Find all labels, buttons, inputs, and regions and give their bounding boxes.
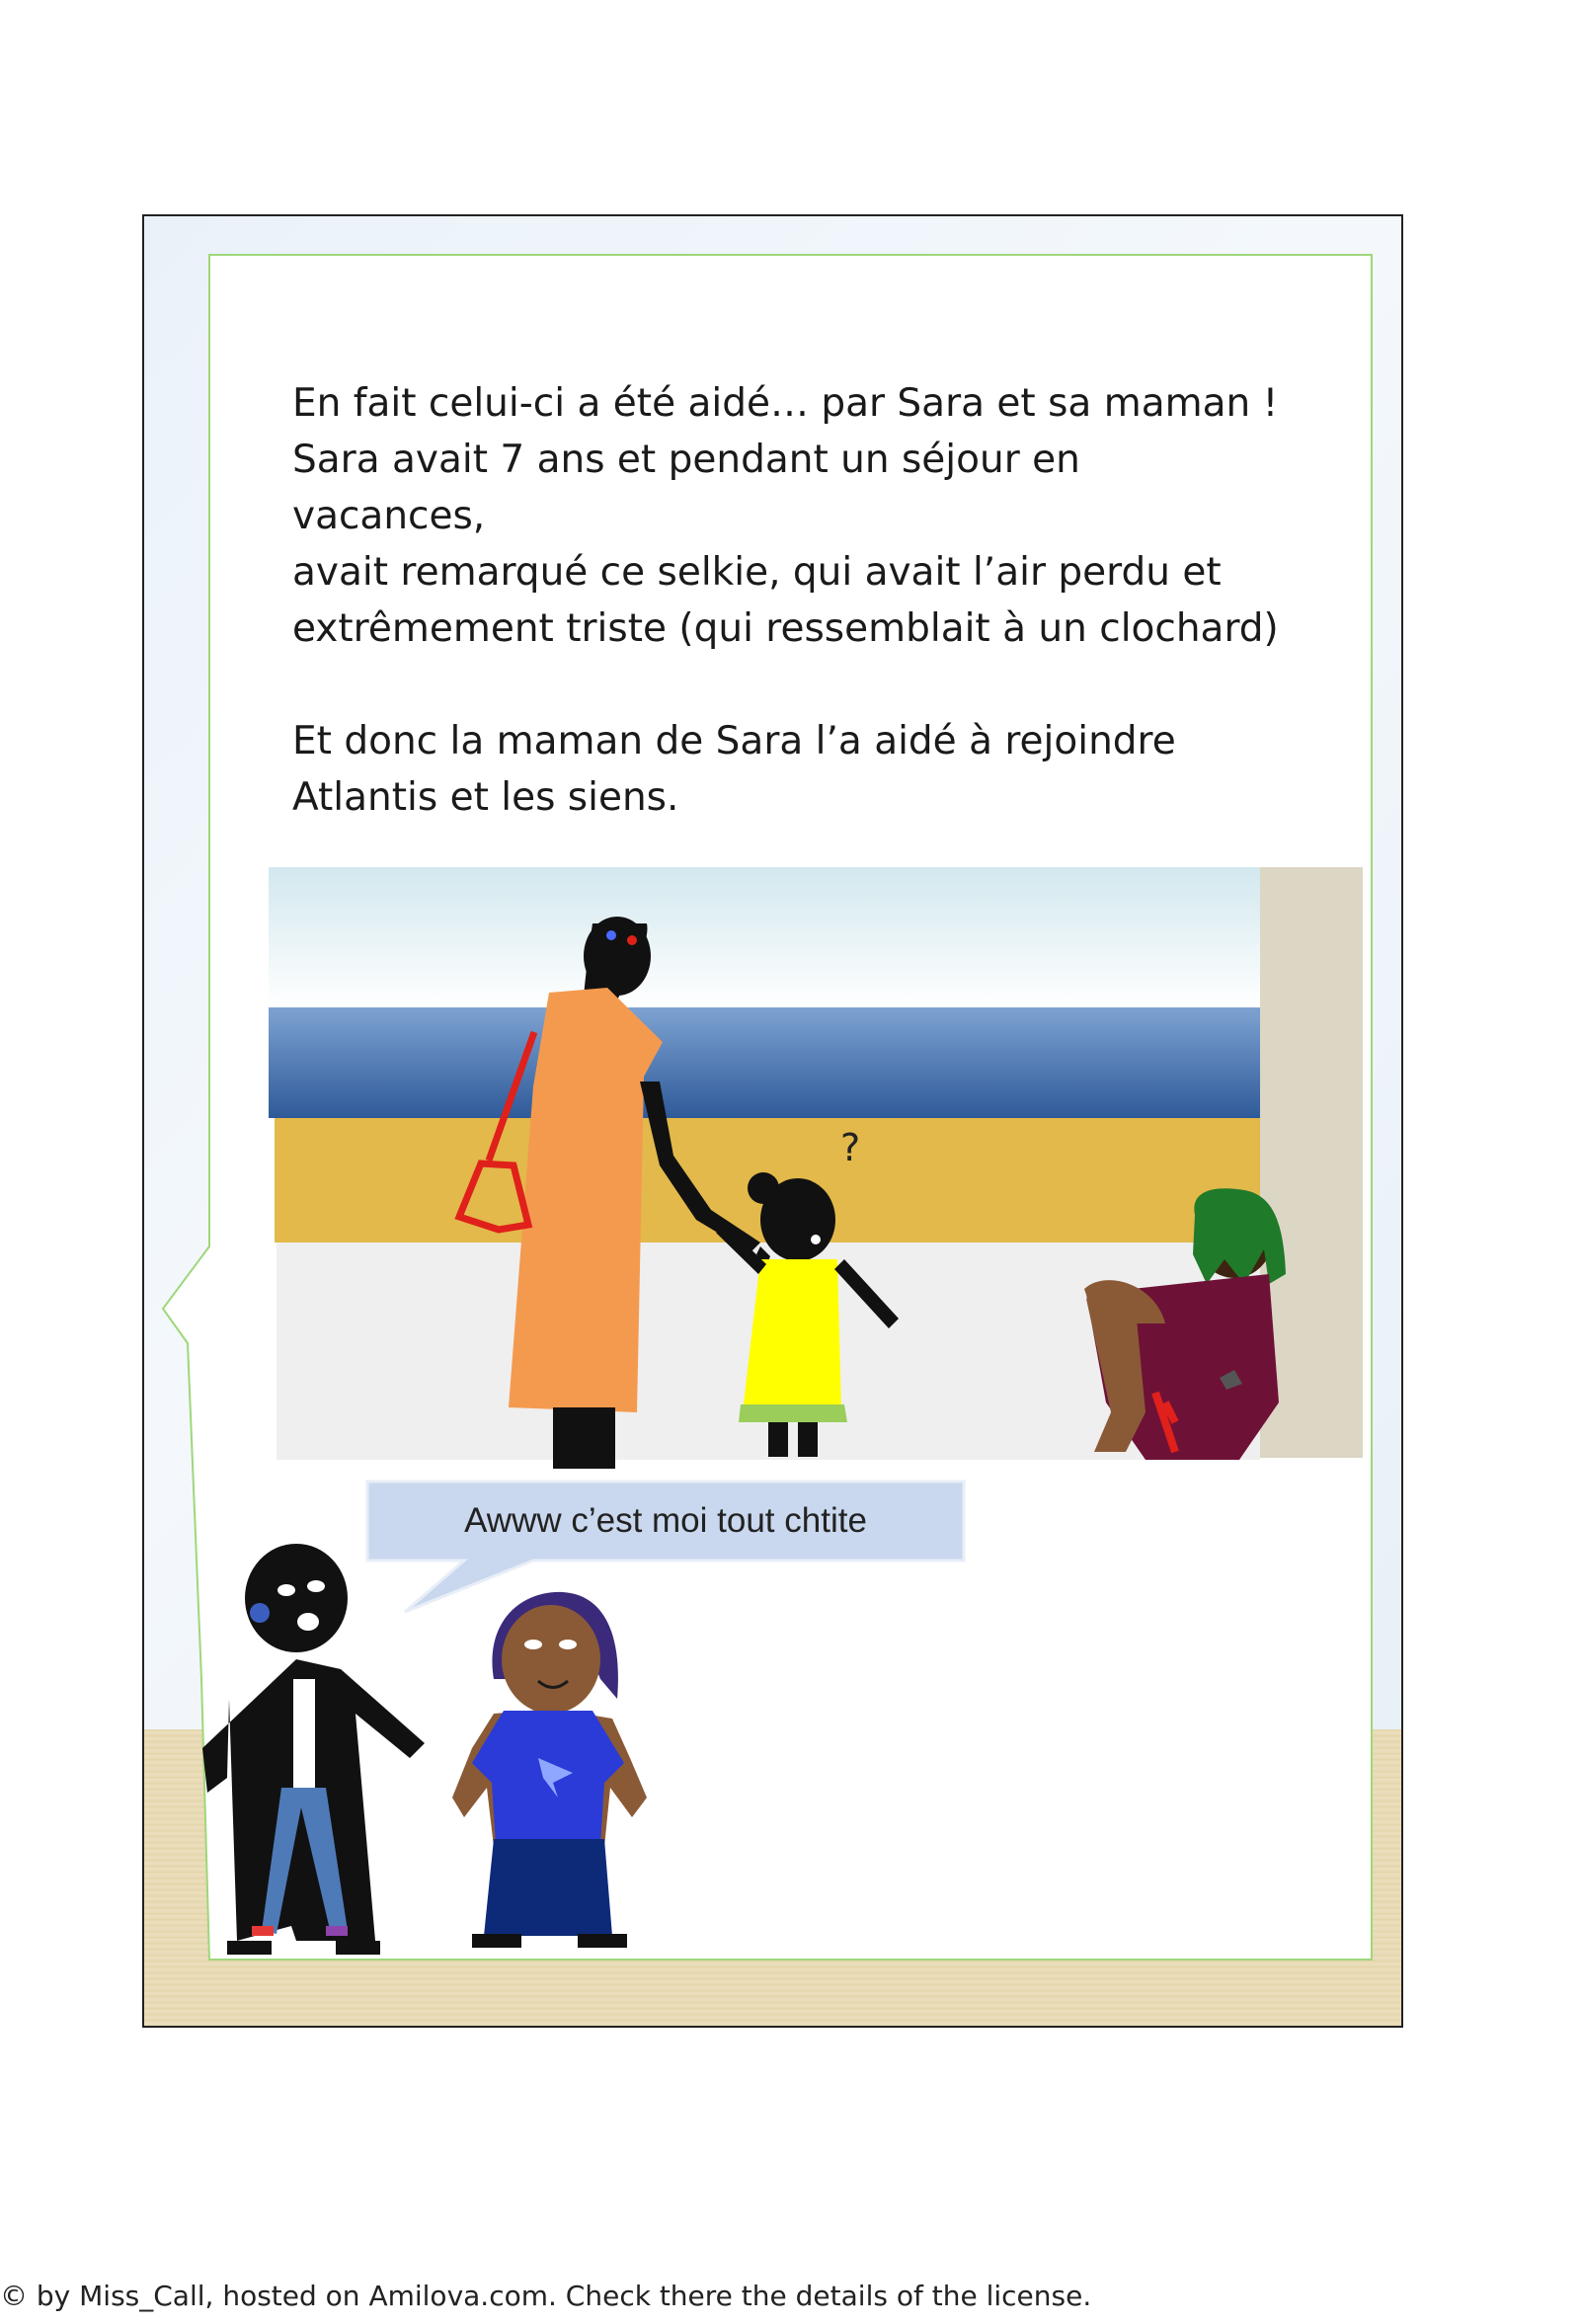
story-line: Et donc la maman de Sara l’a aidé à rejoindre (292, 719, 1176, 763)
girl-head (760, 1178, 835, 1261)
girl2-face (502, 1605, 600, 1714)
copyright-footer: © by Miss_Call, hosted on Amilova.com. Check there the details of the license. (0, 2280, 1092, 2312)
mother-head (584, 917, 651, 996)
sea (269, 1007, 1260, 1118)
boy-head (245, 1544, 348, 1652)
story-line: Sara avait 7 ans et pendant un séjour en vacances, (292, 438, 1080, 538)
story-line: extrêmement triste (qui ressemblait à un clochard) (292, 606, 1279, 651)
story-line: Atlantis et les siens. (292, 775, 679, 820)
story-line: En fait celui-ci a été aidé… par Sara et sa maman ! (292, 381, 1279, 426)
girl2-skirt (484, 1839, 612, 1936)
sky (269, 867, 1260, 1007)
question-mark: ? (840, 1126, 861, 1169)
story-paragraph-2 (292, 713, 1280, 826)
speech-bubble-text: Awww c’est moi tout chtite (464, 1501, 867, 1540)
story-paragraph-1 (292, 375, 1280, 657)
story-line: avait remarqué ce selkie, qui avait l’air perdu et (292, 550, 1222, 595)
story-text (292, 375, 1280, 826)
